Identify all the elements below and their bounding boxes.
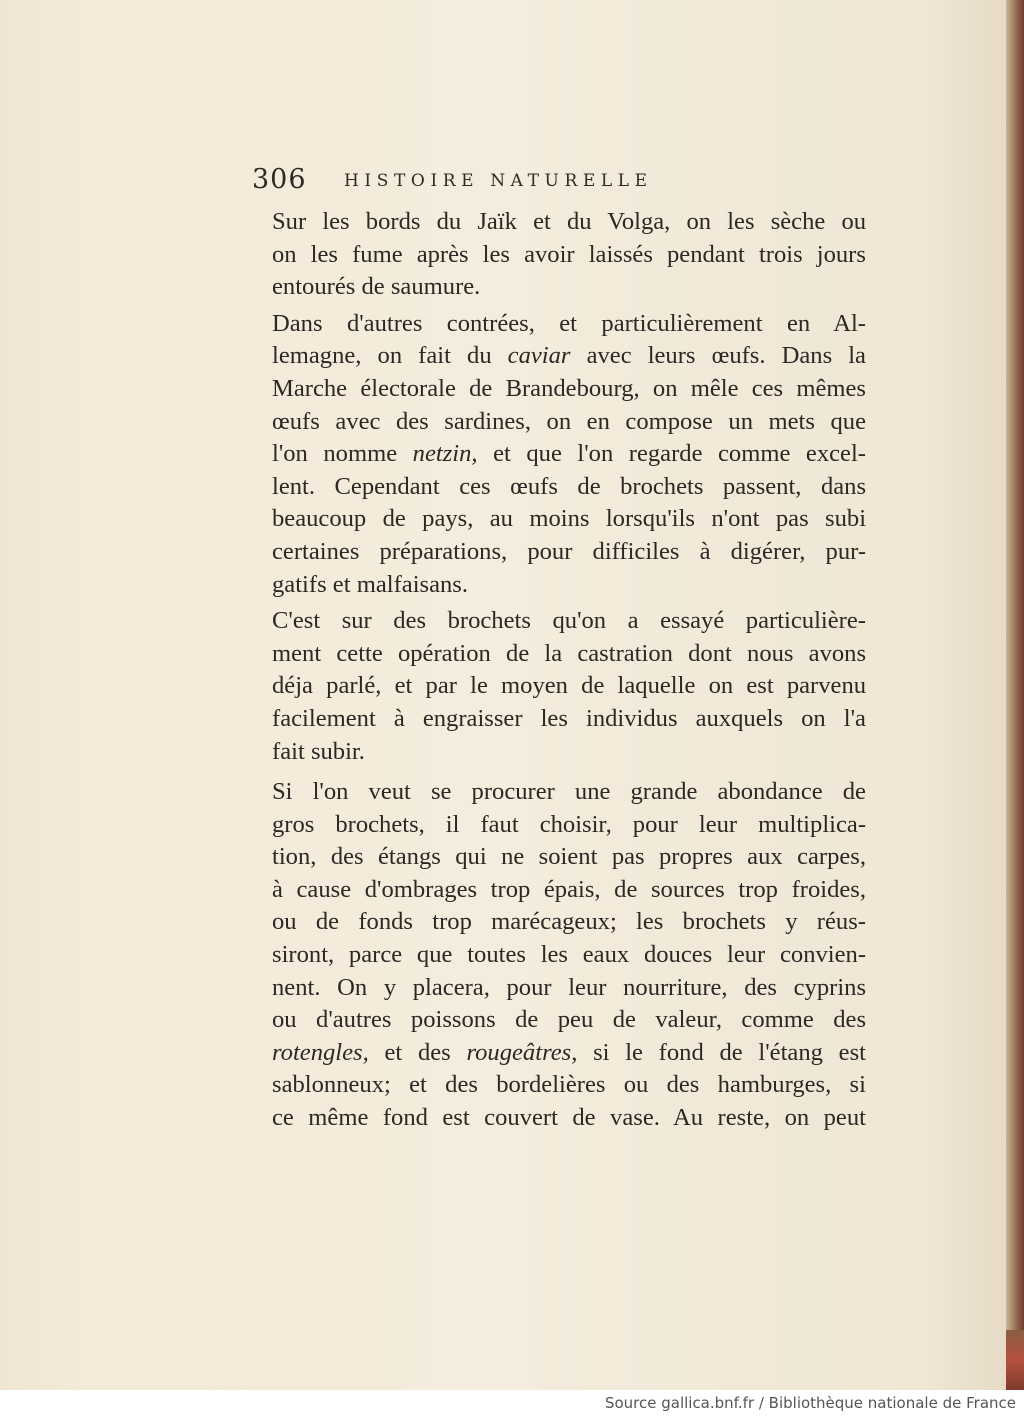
text-line: fait subir. (272, 737, 365, 765)
body-text (246, 206, 866, 1135)
text-line: entourés de saumure. (272, 273, 481, 301)
text-line: Dans d'autres contrées, et particulièrement en Al- (272, 309, 866, 337)
text-line: déja parlé, et par le moyen de laquelle on est parvenu (272, 672, 867, 700)
text-line: Si l'on veut se procurer une grande abondance de (272, 778, 866, 806)
text-line: tion, des étangs qui ne soient pas propres aux carpes, (272, 843, 867, 871)
source-credit: Source gallica.bnf.fr / Bibliothèque nationale de France (604, 1394, 1016, 1412)
text-line: gros brochets, il faut choisir, pour leur multiplica- (272, 810, 867, 838)
text-line: certaines préparations, pour difficiles à digérer, pur- (272, 537, 867, 565)
binding-corner (1006, 1330, 1024, 1390)
running-title: HISTOIRE NATURELLE (344, 171, 653, 191)
text-line: on les fume après les avoir laissés pendant trois jours (272, 240, 866, 268)
paragraph-2 (246, 308, 866, 601)
text-line: œufs avec des sardines, on en compose un mets que (272, 407, 867, 435)
page-header (252, 164, 812, 200)
text-line: facilement à engraisser les individus auxquels on l'a (272, 704, 866, 732)
text-line: C'est sur des brochets qu'on a essayé particulière- (272, 607, 866, 635)
page-number: 306 (252, 164, 307, 195)
text-line: ce même fond est couvert de vase. Au reste, on peut (272, 1104, 866, 1132)
text-line: ou d'autres poissons de peu de valeur, comme des (272, 1006, 867, 1034)
text-line: lent. Cependant ces œufs de brochets passent, dans (272, 472, 867, 500)
text-line: lemagne, on fait du caviar avec leurs œufs. Dans la (272, 342, 866, 370)
text-line: beaucoup de pays, au moins lorsqu'ils n'ont pas subi (272, 505, 867, 533)
text-line: rotengles, et des rougeâtres, si le fond de l'étang est (272, 1038, 866, 1066)
text-line: à cause d'ombrages trop épais, de sources trop froides, (272, 875, 867, 903)
text-line: siront, parce que toutes les eaux douces leur convien- (272, 941, 867, 969)
paragraph-4 (246, 776, 866, 1135)
text-line: ou de fonds trop marécageux; les brochets y réus- (272, 908, 866, 936)
text-line: ment cette opération de la castration dont nous avons (272, 639, 867, 667)
text-line: nent. On y placera, pour leur nourriture, des cyprins (272, 973, 867, 1001)
text-line: sablonneux; et des bordelières ou des hamburges, si (272, 1071, 866, 1099)
text-line: l'on nomme netzin, et que l'on regarde comme excel- (272, 440, 866, 468)
paragraph-1 (246, 206, 866, 304)
book-spine-edge (1006, 0, 1024, 1390)
paragraph-3 (246, 605, 866, 768)
text-line: gatifs et malfaisans. (272, 570, 469, 598)
text-line: Marche électorale de Brandebourg, on mêle ces mêmes (272, 374, 867, 402)
text-line: Sur les bords du Jaïk et du Volga, on les sèche ou (272, 208, 867, 235)
